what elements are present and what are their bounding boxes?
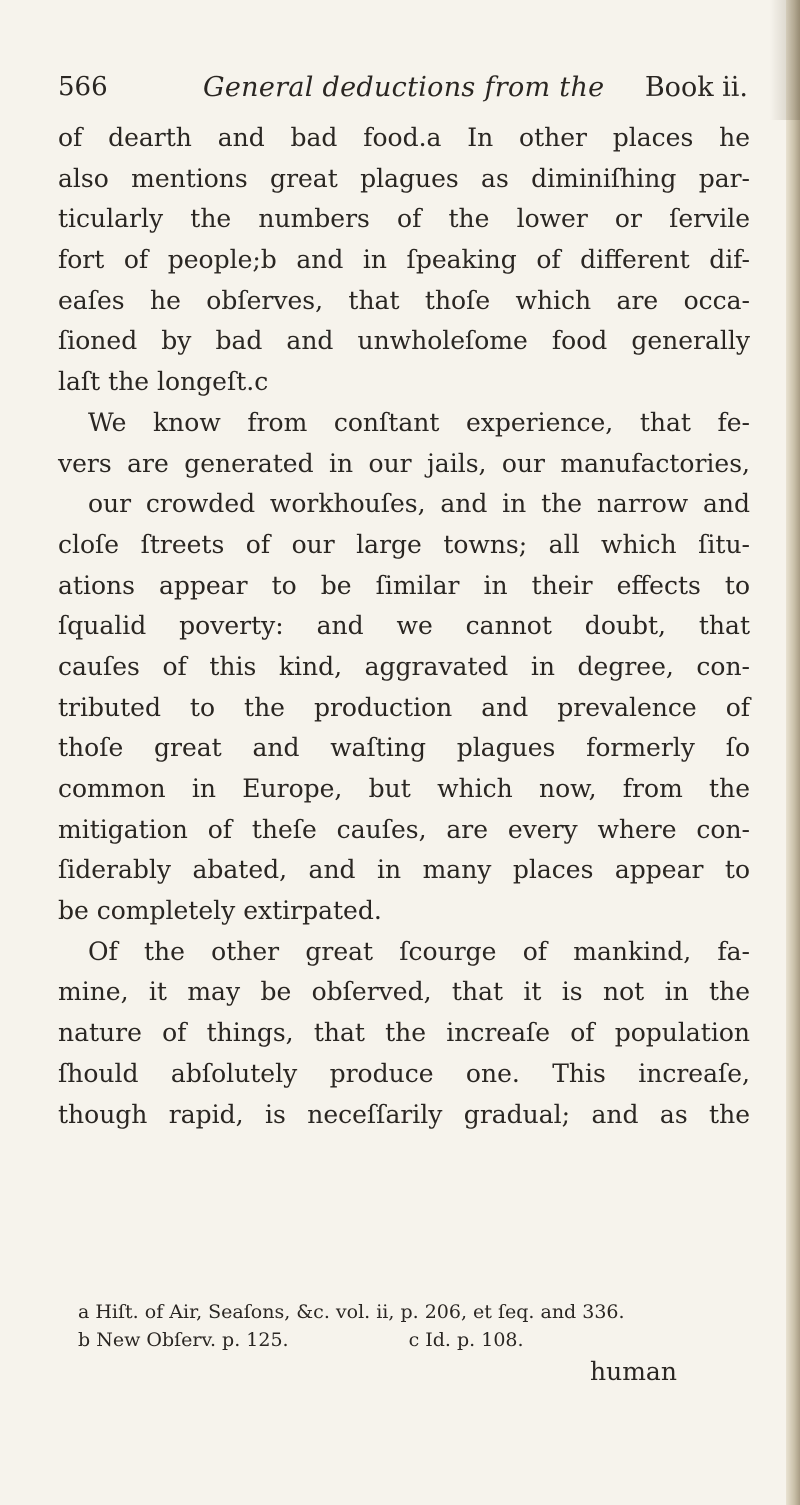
text-line: vers are generated in our jails, our manufactories, [58,448,750,478]
text-line: tributed to the production and prevalence of [58,692,750,722]
footnote-c: c Id. p. 108. [408,1329,524,1351]
page-header [58,72,748,112]
text-line: of dearth and bad food.a In other places he [58,123,750,152]
text-line: cloſe ſtreets of our large towns; all which ſitu- [58,529,750,559]
text-line: ſqualid poverty: and we cannot doubt, that [58,611,750,641]
page-edge [786,0,800,1505]
book-label: Book ii. [644,72,748,103]
text-line: Of the other great ſcourge of mankind, fa- [88,936,750,966]
text-line: ſiderably abated, and in many places appear to [58,855,750,885]
text-line: thoſe great and waſting plagues formerly ſo [58,733,750,763]
text-line: ations appear to be ſimilar in their effects to [58,570,750,600]
text-line: laſt the longeſt.c [58,367,269,397]
text-line: also mentions great plagues as diminiſhing par- [58,163,750,193]
text-line: nature of things, that the increaſe of population [58,1018,750,1048]
text-line: cauſes of this kind, aggravated in degree, con- [58,651,750,681]
text-line: We know from conſtant experience, that fe- [88,407,750,437]
text-line: though rapid, is neceſſarily gradual; and as the [58,1099,750,1129]
footnote-b: b New Obſerv. p. 125. [78,1329,289,1351]
text-line: common in Europe, but which now, from the [58,774,750,803]
text-line: mitigation of theſe cauſes, are every where con- [58,814,750,844]
text-line: ticularly the numbers of the lower or ſervile [58,204,750,234]
page-number: 566 [58,72,108,102]
running-title: General deductions from the [203,72,605,103]
text-line: mine, it may be obſerved, that it is not in the [58,977,750,1007]
text-line: ſioned by bad and unwholeſome food generally [58,326,750,356]
footnote-row [78,1326,738,1354]
text-line: fort of people;b and in ſpeaking of different dif- [58,245,750,275]
catchword: human [590,1357,677,1386]
body-text [58,118,750,1135]
footnotes [78,1298,738,1354]
text-line: our crowded workhouſes, and in the narrow and [88,489,750,519]
footnote-a: a Hiſt. of Air, Seaſons, &c. vol. ii, p. 206, et ſeq. and 336. [78,1301,625,1323]
text-line: eaſes he obſerves, that thoſe which are occa- [58,285,750,315]
text-line: ſhould abſolutely produce one. This increaſe, [58,1058,750,1088]
text-line: be completely extirpated. [58,896,382,926]
page-edge-shadow [770,0,800,120]
